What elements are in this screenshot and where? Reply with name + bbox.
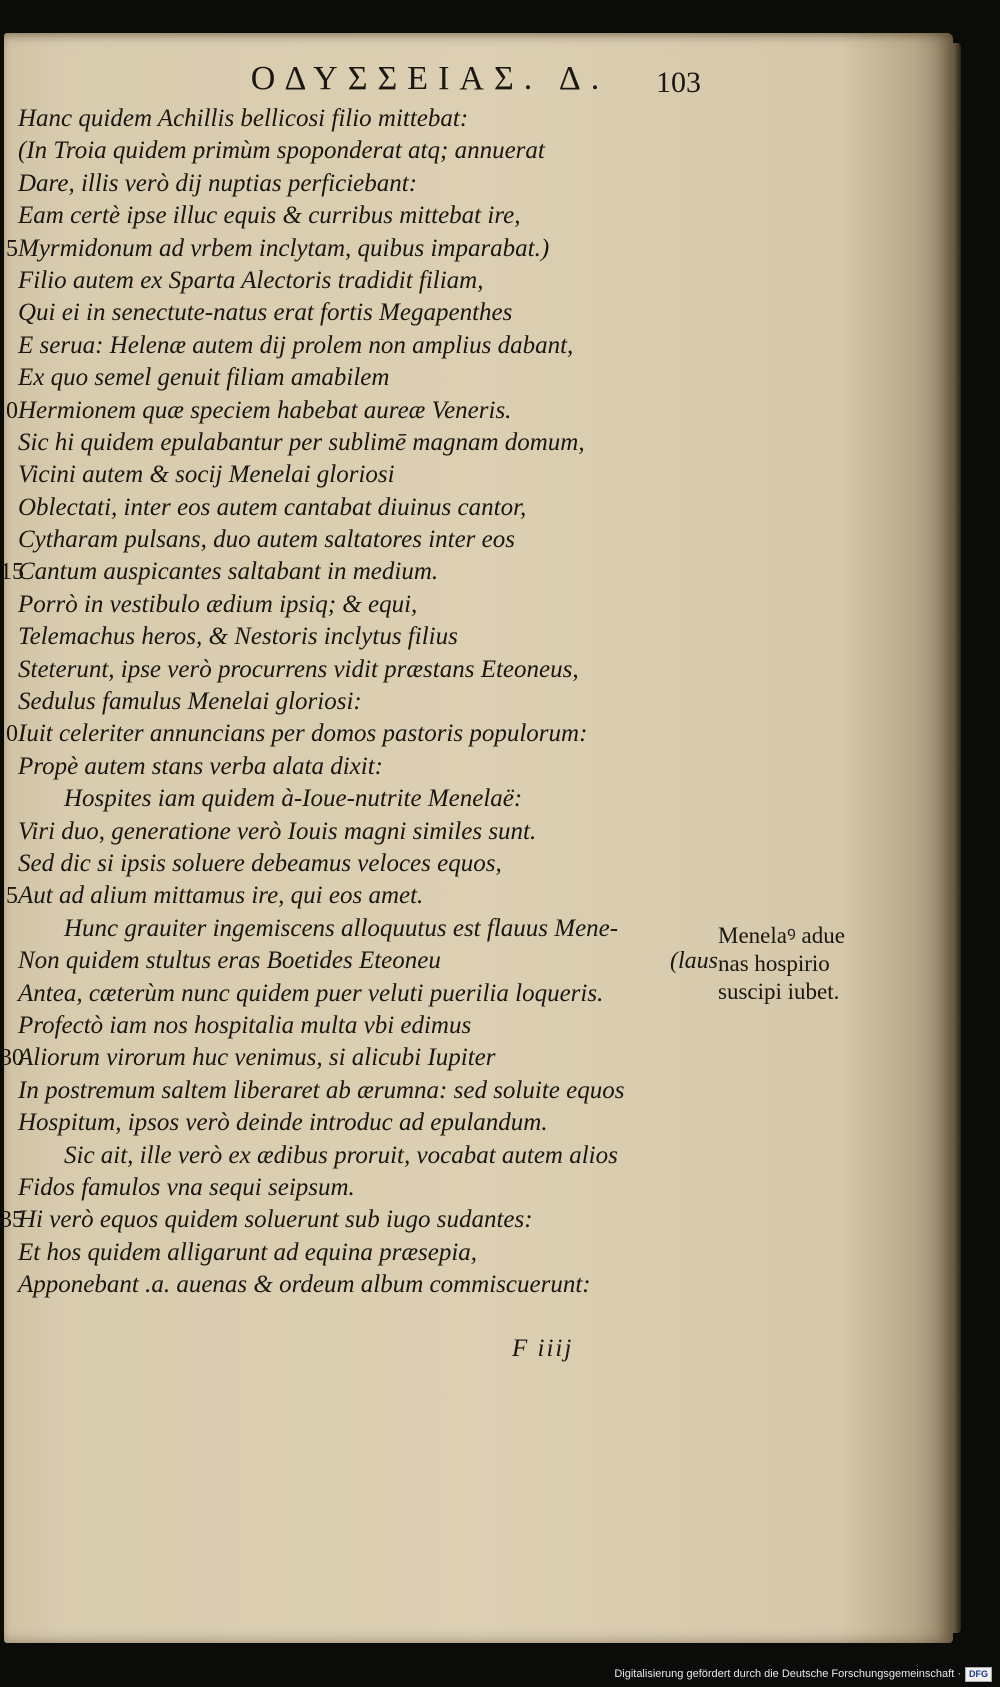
verse-line-text: Non quidem stultus eras Boetides Eteoneu <box>18 947 441 975</box>
verse-line-text: Oblectati, inter eos autem cantabat diuinus cantor, <box>18 493 527 521</box>
line-continuation: (laus <box>670 948 718 975</box>
verse-line-text: Hanc quidem Achillis bellicosi filio mittebat: <box>18 105 469 132</box>
page-number: 103 <box>656 66 701 99</box>
verse-line <box>18 848 708 880</box>
verse-line <box>18 913 708 945</box>
verse-line <box>18 1075 708 1107</box>
line-number: 30 <box>0 1045 24 1072</box>
verse-line-text: In postremum saltem liberaret ab ærumna: sed soluite equos <box>18 1076 625 1104</box>
marginal-note-line: suscipi iubet. <box>718 979 840 1004</box>
verse-line <box>6 880 708 912</box>
line-number: 0 <box>6 397 18 424</box>
page-edge <box>953 43 961 1633</box>
verse-line <box>0 1204 708 1236</box>
verse-line-text: E serua: Helenæ autem dij prolem non amplius dabant, <box>18 331 574 359</box>
verse-line-text: Sic hi quidem epulabantur per sublimē magnam domum, <box>18 428 585 456</box>
line-number: 15 <box>0 559 24 586</box>
verse-line-text: Porrò in vestibulo ædium ipsiq; & equi, <box>18 590 418 618</box>
marginal-note-line: nas hospirio <box>718 951 830 976</box>
verse-line <box>18 945 718 977</box>
line-number: 0 <box>6 721 18 748</box>
verse-line-text: Sic ait, ille verò ex ædibus proruit, vocabat autem alios <box>64 1141 618 1169</box>
verse-line-text: Antea, cæterùm nunc quidem puer veluti puerilia loqueris. <box>18 979 604 1007</box>
verse-line <box>18 751 708 783</box>
verse-line-text: Aliorum virorum huc venimus, si alicubi Iupiter <box>18 1044 496 1072</box>
verse-line <box>18 168 708 200</box>
marginal-note-line: Menelaꝰ adue <box>718 923 845 948</box>
verse-line-text: Hi verò equos quidem soluerunt sub iugo sudantes: <box>18 1206 533 1234</box>
verse-line <box>18 1269 708 1301</box>
verse-line <box>18 816 708 848</box>
verse-line <box>6 718 708 750</box>
verse-line <box>18 1237 708 1269</box>
verse-line <box>18 297 708 329</box>
verse-line <box>0 556 708 588</box>
verse-line-text: Filio autem ex Sparta Alectoris tradidit filiam, <box>18 266 484 294</box>
line-number: 35 <box>0 1207 24 1234</box>
verse-line <box>18 589 708 621</box>
footer-text: Digitalisierung gefördert durch die Deutsche Forschungsgemeinschaft · <box>614 1668 961 1680</box>
verse-line-text: Propè autem stans verba alata dixit: <box>18 752 383 780</box>
verse-line <box>18 103 708 135</box>
verse-line-text: Dare, illis verò dij nuptias perficiebant: <box>18 169 418 197</box>
verse-line <box>0 1042 708 1074</box>
verse-line-text: Profectò iam nos hospitalia multa vbi edimus <box>18 1011 472 1039</box>
verse-line-text: Eam certè ipse illuc equis & curribus mittebat ire, <box>18 202 521 230</box>
verse-line <box>18 135 708 167</box>
verse-line <box>18 654 708 686</box>
verse-line-text: Ex quo semel genuit filiam amabilem <box>18 364 390 392</box>
verse-line <box>18 427 708 459</box>
verse-line <box>18 621 708 653</box>
verse-text <box>0 103 718 1301</box>
verse-line-text: Telemachus heros, & Nestoris inclytus filius <box>18 623 458 651</box>
verse-line-text: Cytharam pulsans, duo autem saltatores inter eos <box>18 526 515 554</box>
verse-line <box>18 524 708 556</box>
verse-line-text: (In Troia quidem primùm spoponderat atq; annuerat <box>18 137 545 165</box>
verse-line <box>18 1172 708 1204</box>
verse-line-text: Qui ei in senectute-natus erat fortis Megapenthes <box>18 299 513 327</box>
verse-line <box>18 459 708 491</box>
verse-line-text: Aut ad alium mittamus ire, qui eos amet. <box>18 882 424 910</box>
verse-line <box>18 1010 708 1042</box>
verse-line <box>6 395 708 427</box>
verse-line <box>18 1107 708 1139</box>
verse-line <box>18 330 708 362</box>
dfg-logo: DFG <box>965 1667 992 1682</box>
verse-line-text: Vicini autem & socij Menelai gloriosi <box>18 461 395 489</box>
verse-line-text: Hermionem quæ speciem habebat aureæ Veneris. <box>18 396 512 424</box>
verse-line <box>18 1140 708 1172</box>
verse-line-text: Steterunt, ipse verò procurrens vidit præstans Eteoneus, <box>18 655 579 683</box>
running-head: ΟΔΥΣΣΕΙΑΣ. Δ. <box>250 60 610 97</box>
verse-line-text: Apponebant .a. auenas & ordeum album commiscuerunt: <box>18 1271 591 1299</box>
verse-line-text: Sed dic si ipsis soluere debeamus veloces equos, <box>18 849 502 877</box>
verse-line-text: Iuit celeriter annuncians per domos pastoris populorum: <box>18 720 588 748</box>
verse-line-text: Myrmidonum ad vrbem inclytam, quibus imparabat.) <box>18 234 550 262</box>
signature-mark: F iiij <box>512 1335 574 1362</box>
verse-line <box>18 978 708 1010</box>
line-number: 5 <box>6 883 18 910</box>
verse-line-text: Hospites iam quidem à-Ioue-nutrite Menelaë: <box>64 785 523 813</box>
verse-line <box>18 783 708 815</box>
verse-line <box>18 265 708 297</box>
verse-line <box>18 686 708 718</box>
line-number: 5 <box>6 235 18 262</box>
verse-line <box>6 233 708 265</box>
verse-line-text: Et hos quidem alligarunt ad equina præsepia, <box>18 1238 478 1266</box>
verse-line-text: Viri duo, generatione verò Iouis magni similes sunt. <box>18 817 537 845</box>
verse-line-text: Sedulus famulus Menelai gloriosi: <box>18 688 362 716</box>
verse-line-text: Cantum auspicantes saltabant in medium. <box>18 558 439 586</box>
verse-line <box>18 492 708 524</box>
verse-line-text: Hunc grauiter ingemiscens alloquutus est flauus Mene- <box>64 914 619 942</box>
verse-line-text: Hospitum, ipsos verò deinde introduc ad epulandum. <box>18 1109 548 1137</box>
verse-line <box>18 362 708 394</box>
verse-line <box>18 200 708 232</box>
digitization-footer <box>614 1665 992 1683</box>
marginal-note <box>718 922 888 1006</box>
verse-line-text: Fidos famulos vna sequi seipsum. <box>18 1173 355 1201</box>
